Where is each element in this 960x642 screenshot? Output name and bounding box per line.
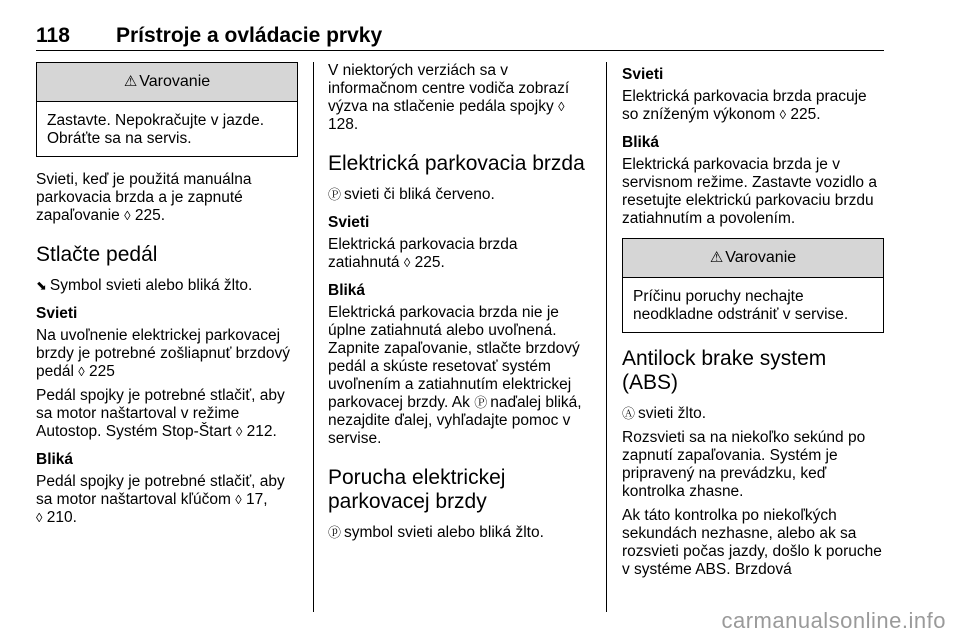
paragraph: Ⓐ svieti žlto.	[622, 405, 707, 422]
section-heading: Antilock brake system (ABS)	[622, 347, 827, 394]
clutch-pedal-icon: ⬊	[36, 278, 47, 293]
warning-triangle-icon: ⚠	[123, 73, 138, 90]
section-heading: Elektrická parkovacia brzda	[328, 152, 585, 175]
column-1	[36, 62, 298, 533]
subheading: Svieti	[36, 305, 78, 322]
subheading: Svieti	[622, 66, 664, 83]
page-ref-icon: ◊	[558, 99, 565, 114]
section-heading: Stlačte pedál	[36, 243, 158, 266]
column-divider	[606, 62, 607, 612]
warning-triangle-icon: ⚠	[709, 249, 724, 266]
abs-icon: Ⓐ	[622, 406, 636, 421]
page-ref-icon: ◊	[235, 424, 243, 439]
warning-header: ⚠ Varovanie	[623, 239, 883, 278]
section-heading: Porucha elektrickej parkovacej brzdy	[328, 466, 506, 513]
warning-header: ⚠ Varovanie	[37, 63, 297, 102]
paragraph: Elektrická parkovacia brzda nie je úplne zatiahnutá alebo uvoľnená. Zapnite zapaľovanie, stlačte brzdový pedál a skúste resetovať systém uvoľnením a zatiahnutím elektrickej parkovacej brzdy. Ak Ⓟ naďalej bliká, nezajdite ďalej, vyhľadajte pomoc v servise.	[328, 304, 582, 447]
paragraph: ⬊ Symbol svieti alebo bliká žlto.	[36, 277, 253, 294]
subheading: Bliká	[36, 451, 74, 468]
subheading: Bliká	[622, 134, 660, 151]
page-ref-icon: ◊	[124, 208, 131, 223]
subheading: Svieti	[328, 214, 370, 231]
column-3	[622, 62, 884, 585]
paragraph: Pedál spojky je potrebné stlačiť, aby sa motor naštartoval kľúčom ◊ 17, ◊ 210.	[36, 473, 285, 526]
parking-brake-icon: Ⓟ	[328, 187, 342, 202]
page-ref-icon: ◊	[403, 255, 411, 270]
page-ref-icon: ◊	[78, 364, 85, 379]
subheading: Bliká	[328, 282, 366, 299]
page-ref-icon: ◊	[36, 510, 43, 525]
chapter-title: Prístroje a ovládacie prvky	[116, 24, 383, 47]
page-number: 118	[36, 24, 70, 47]
page-header	[36, 24, 884, 51]
warning-text: Zastavte. Nepokračujte v jazde. Obráťte sa na servis.	[47, 112, 265, 147]
warning-box	[36, 62, 298, 157]
page-ref-icon: ◊	[235, 492, 242, 507]
parking-brake-icon: Ⓟ	[474, 395, 488, 410]
warning-text: Príčinu poruchy nechajte neodkladne odstrániť v servise.	[633, 288, 849, 323]
paragraph: Svieti, keď je použitá manuálna parkovacia brzda a je zapnuté zapaľovanie ◊ 225.	[36, 171, 252, 224]
paragraph: Na uvoľnenie elektrickej parkovacej brzdy je potrebné zošliapnuť brzdový pedál ◊ 225	[36, 327, 290, 380]
column-divider	[313, 62, 314, 612]
paragraph: Elektrická parkovacia brzda zatiahnutá ◊ 225.	[328, 236, 518, 271]
paragraph: V niektorých verziách sa v informačnom centre vodiča zobrazí výzva na stlačenie pedála spojky ◊ 128.	[328, 62, 570, 133]
paragraph: Rozsvieti sa na niekoľko sekúnd po zapnutí zapaľovania. Systém je pripravený na prevádzku, keď kontrolka zhasne.	[622, 429, 866, 500]
page-ref-icon: ◊	[779, 107, 787, 122]
paragraph: Elektrická parkovacia brzda pracuje so zníženým výkonom ◊ 225.	[622, 88, 867, 123]
paragraph: Pedál spojky je potrebné stlačiť, aby sa motor naštartoval v režime Autostop. Systém Stop-Štart ◊ 212.	[36, 387, 285, 440]
watermark: carmanualsonline.info	[721, 608, 946, 633]
paragraph: ⓟ symbol svieti alebo bliká žlto.	[328, 524, 544, 541]
brake-fault-icon: ⓟ	[328, 525, 342, 540]
warning-box	[622, 238, 884, 333]
paragraph: Elektrická parkovacia brzda je v servisnom režime. Zastavte vozidlo a resetujte elektrickú parkovaciu brzdu zatiahnutím a povolením.	[622, 156, 877, 227]
paragraph: Ak táto kontrolka po niekoľkých sekundách nezhasne, alebo ak sa rozsvieti počas jazdy, došlo k poruche v systéme ABS. Brzdová	[622, 507, 882, 578]
column-2	[328, 62, 590, 548]
paragraph: Ⓟ svieti či bliká červeno.	[328, 186, 495, 203]
